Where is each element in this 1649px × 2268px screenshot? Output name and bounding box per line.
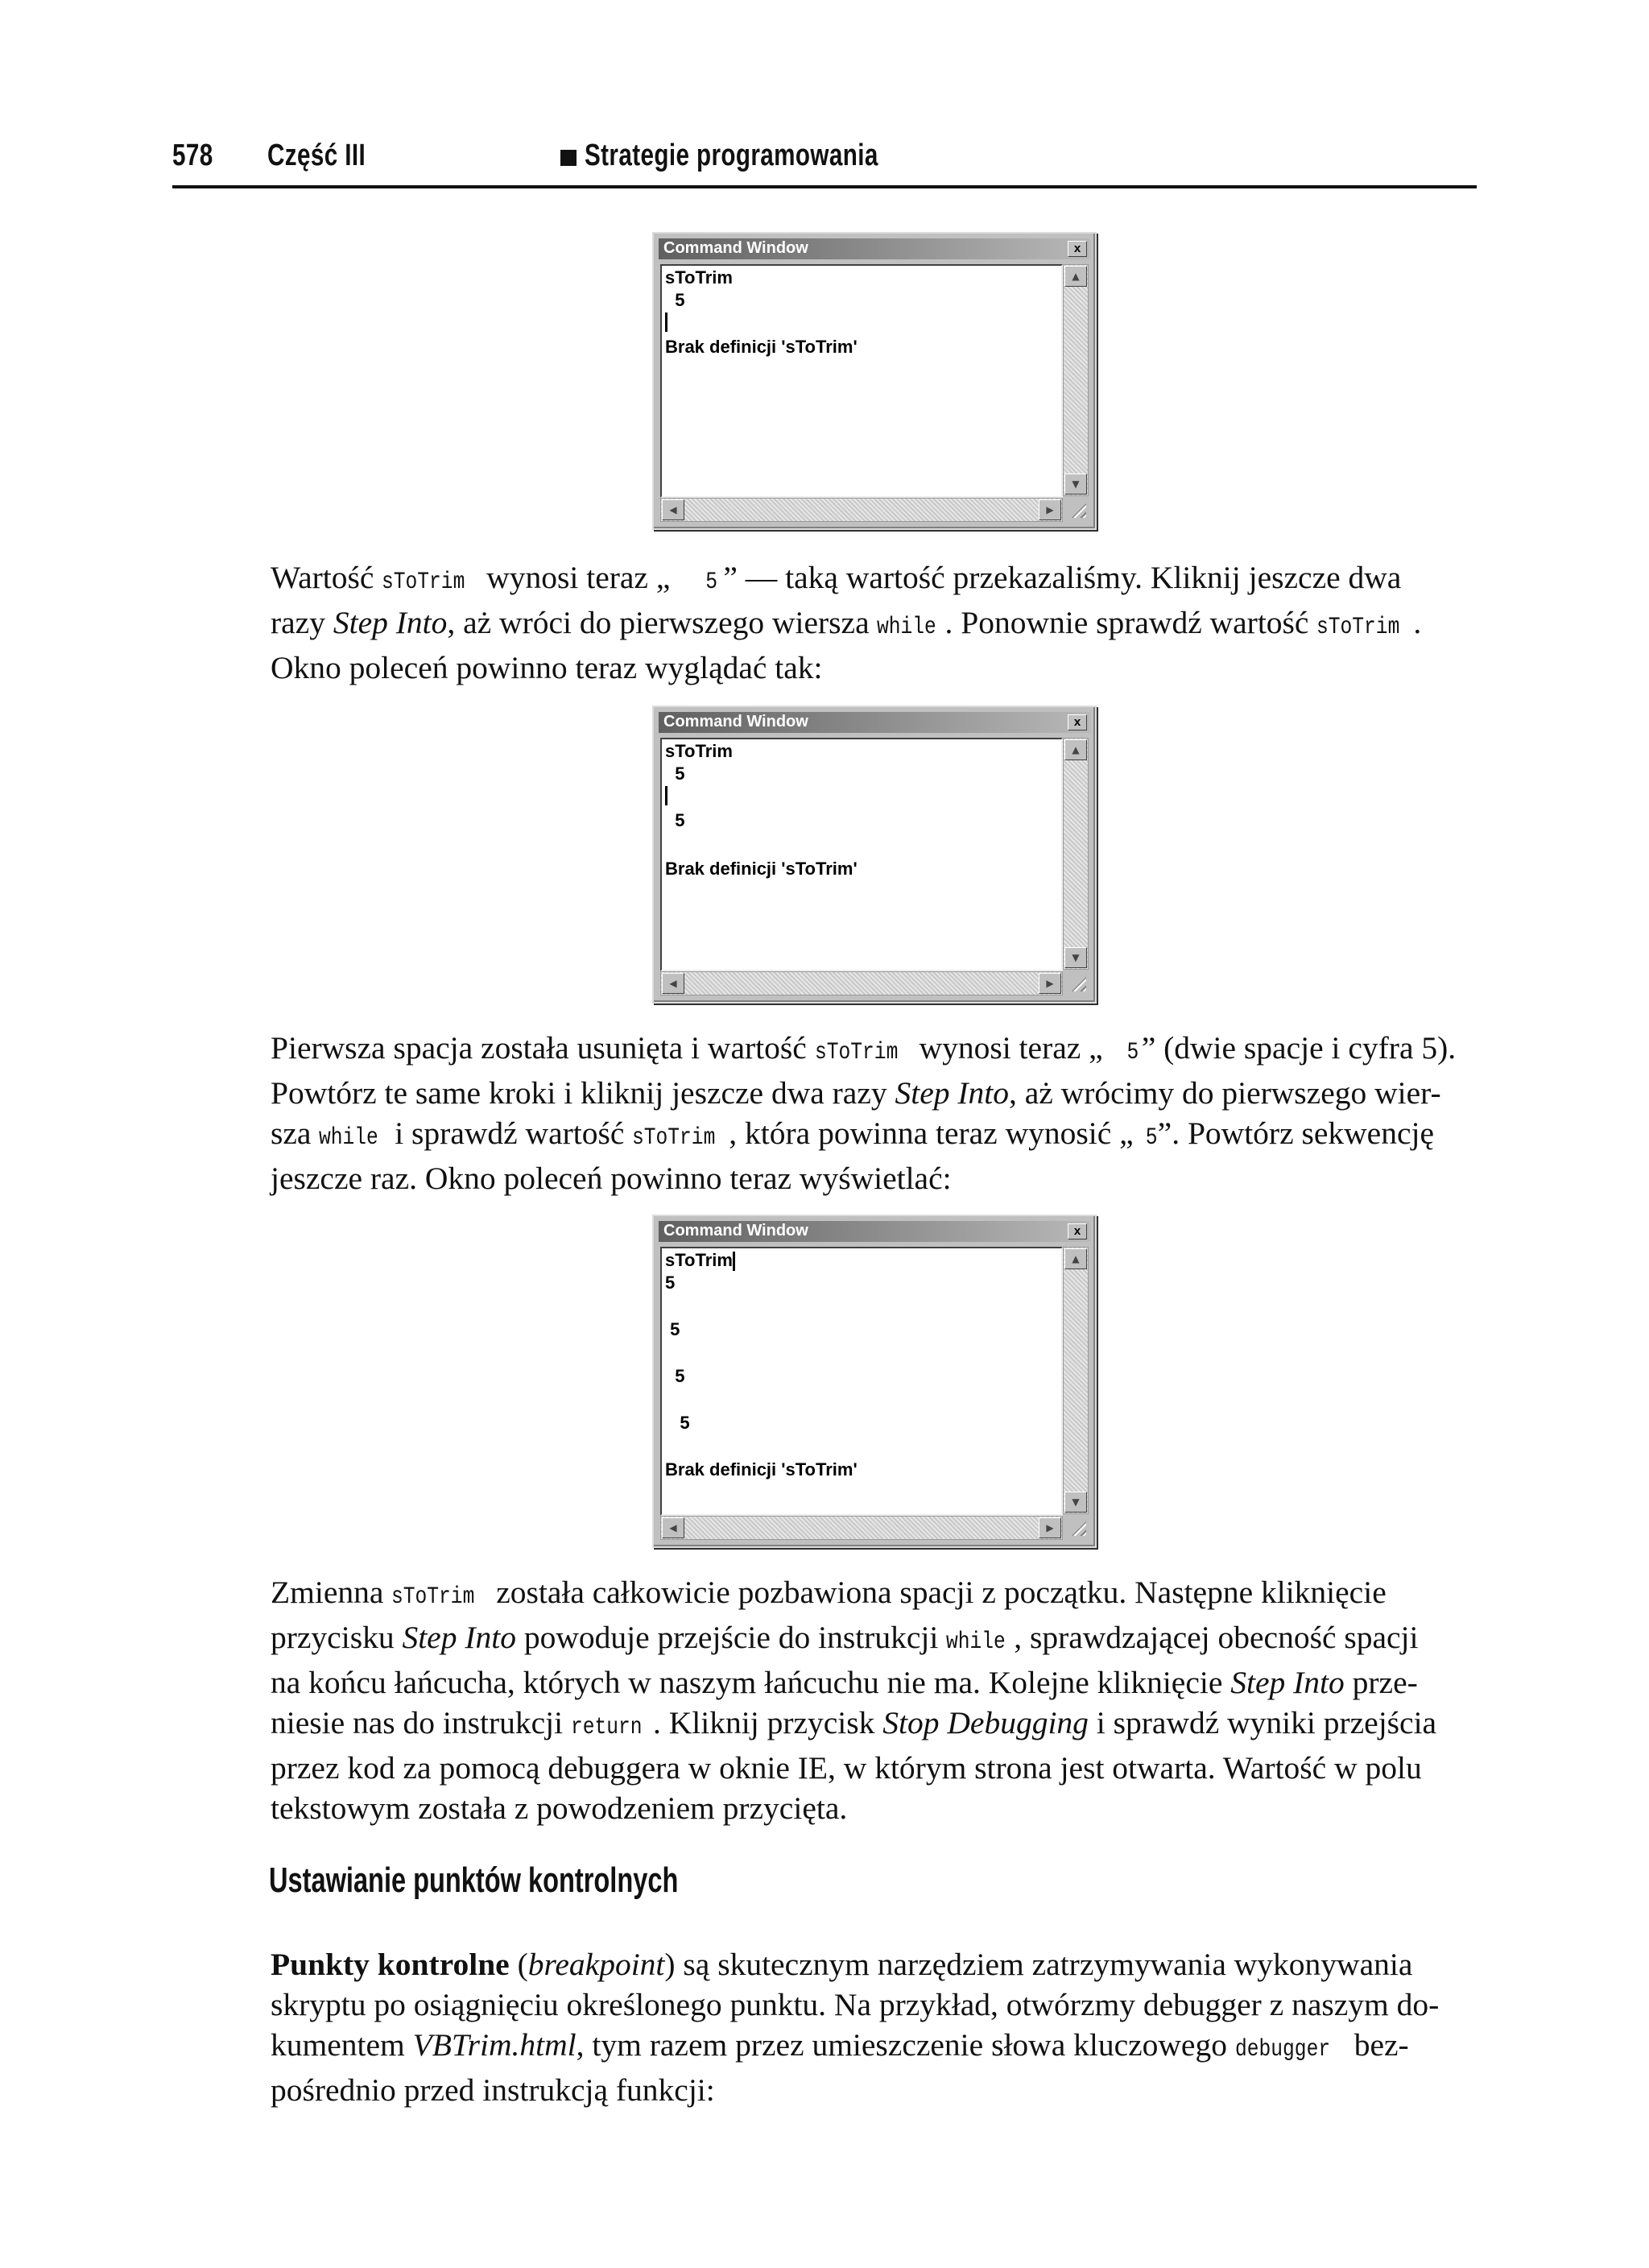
scroll-right-icon[interactable]: ▶ [1039,973,1061,994]
output-line: 5 [665,764,685,784]
window-title: Command Window [663,713,808,730]
command-window-3 [652,1215,1097,1548]
resize-grip-icon[interactable] [1064,1516,1089,1538]
page-header [172,129,1477,188]
scroll-up-icon[interactable]: ▲ [1064,266,1087,287]
command-output[interactable] [660,738,1063,971]
output-line: 5 [665,1366,685,1386]
paragraph-1: Wartość sToTrim wynosi teraz „ 5 ” — taką wartość przekazaliśmy. Kliknij jeszcze dwa razy Step Into, aż wróci do pierwszego wiersza while . Ponownie sprawdź wartość sToTrim . Okno poleceń powinno teraz wyglądać tak: [271,560,1422,685]
section-heading: Ustawianie punktów kontrolnych [269,1860,679,1900]
scroll-up-icon[interactable]: ▲ [1064,1248,1087,1269]
output-line: 5 [665,1413,690,1433]
vertical-scrollbar[interactable] [1063,1247,1089,1514]
window-titlebar [659,712,1090,733]
horizontal-scrollbar[interactable] [660,498,1063,522]
output-line: 5 [665,810,685,830]
scroll-down-icon[interactable]: ▼ [1064,1492,1087,1513]
scroll-down-icon[interactable]: ▼ [1064,474,1087,495]
output-line: Brak definicji 'sToTrim' [665,337,858,357]
page-number: 578 [172,139,213,172]
command-window-1 [652,232,1097,530]
horizontal-scrollbar[interactable] [660,1516,1063,1540]
output-line: sToTrim [665,741,733,761]
paragraph-2: Pierwsza spacja została usunięta i wartość sToTrim wynosi teraz „ 5” (dwie spacje i cyfra 5). Powtórz te same kroki i kliknij jeszcze dwa razy Step Into, aż wrócimy do pierwszego wier- sza while i sprawdź wartość sToTrim , która powinna teraz wynosić „ 5”. Powtórz sekwencję jeszcze raz. Okno poleceń powinno teraz wyświetlać: [271,1030,1457,1196]
scroll-left-icon[interactable]: ◀ [662,499,684,520]
command-window-2 [652,706,1097,1004]
scroll-left-icon[interactable]: ◀ [662,973,684,994]
close-icon[interactable]: x [1068,1223,1087,1240]
output-line: sToTrim [665,267,733,288]
output-line: Brak definicji 'sToTrim' [665,859,858,879]
output-line: Brak definicji 'sToTrim' [665,1459,858,1480]
text-cursor [665,784,667,805]
scroll-left-icon[interactable]: ◀ [662,1517,684,1538]
text-cursor [665,311,667,332]
window-title: Command Window [663,239,808,257]
chapter-title: Strategie programowania [585,139,878,172]
window-title: Command Window [663,1222,808,1240]
output-line: sToTrim [665,1250,735,1271]
resize-grip-icon[interactable] [1064,498,1089,520]
paragraph-4: Punkty kontrolne (breakpoint) są skutecznym narzędziem zatrzymywania wykonywania skryptu po osiągnięciu określonego punktu. Na przykład, otwórzmy debugger z naszym do- kumentem VBTrim.html, tym razem przez umieszczenie słowa kluczowego debugger bez- pośrednio przed instrukcją funkcji: [271,1947,1440,2108]
window-titlebar [659,1221,1090,1242]
vertical-scrollbar[interactable] [1063,264,1089,496]
command-output[interactable] [660,1247,1063,1516]
close-icon[interactable]: x [1068,241,1087,257]
part-label: Część III [267,139,366,172]
paragraph-3: Zmienna sToTrim została całkowicie pozbawiona spacji z początku. Następne kliknięcie przycisku Step Into powoduje przejście do instrukcji while , sprawdzającej obecność spacji na końcu łańcucha, których w naszym łańcuchu nie ma. Kolejne kliknięcie Step Into prze- niesie nas do instrukcji return . Kliknij przycisk Stop Debugging i sprawdź wyniki przejścia przez kod za pomocą debuggera w oknie IE, w którym strona jest otwarta. Wartość w polu tekstowym została z powodzeniem przycięta. [271,1575,1437,1826]
horizontal-scrollbar[interactable] [660,971,1063,995]
output-line: 5 [665,290,685,310]
command-output[interactable] [660,264,1063,498]
scroll-right-icon[interactable]: ▶ [1039,499,1061,520]
scroll-down-icon[interactable]: ▼ [1064,947,1087,968]
bullet-square-icon [560,150,577,166]
vertical-scrollbar[interactable] [1063,738,1089,970]
output-line: 5 [665,1319,680,1339]
close-icon[interactable]: x [1068,714,1087,730]
output-line: 5 [665,1273,676,1293]
window-titlebar [659,238,1090,259]
scroll-up-icon[interactable]: ▲ [1064,739,1087,760]
scroll-right-icon[interactable]: ▶ [1039,1517,1061,1538]
resize-grip-icon[interactable] [1064,971,1089,994]
